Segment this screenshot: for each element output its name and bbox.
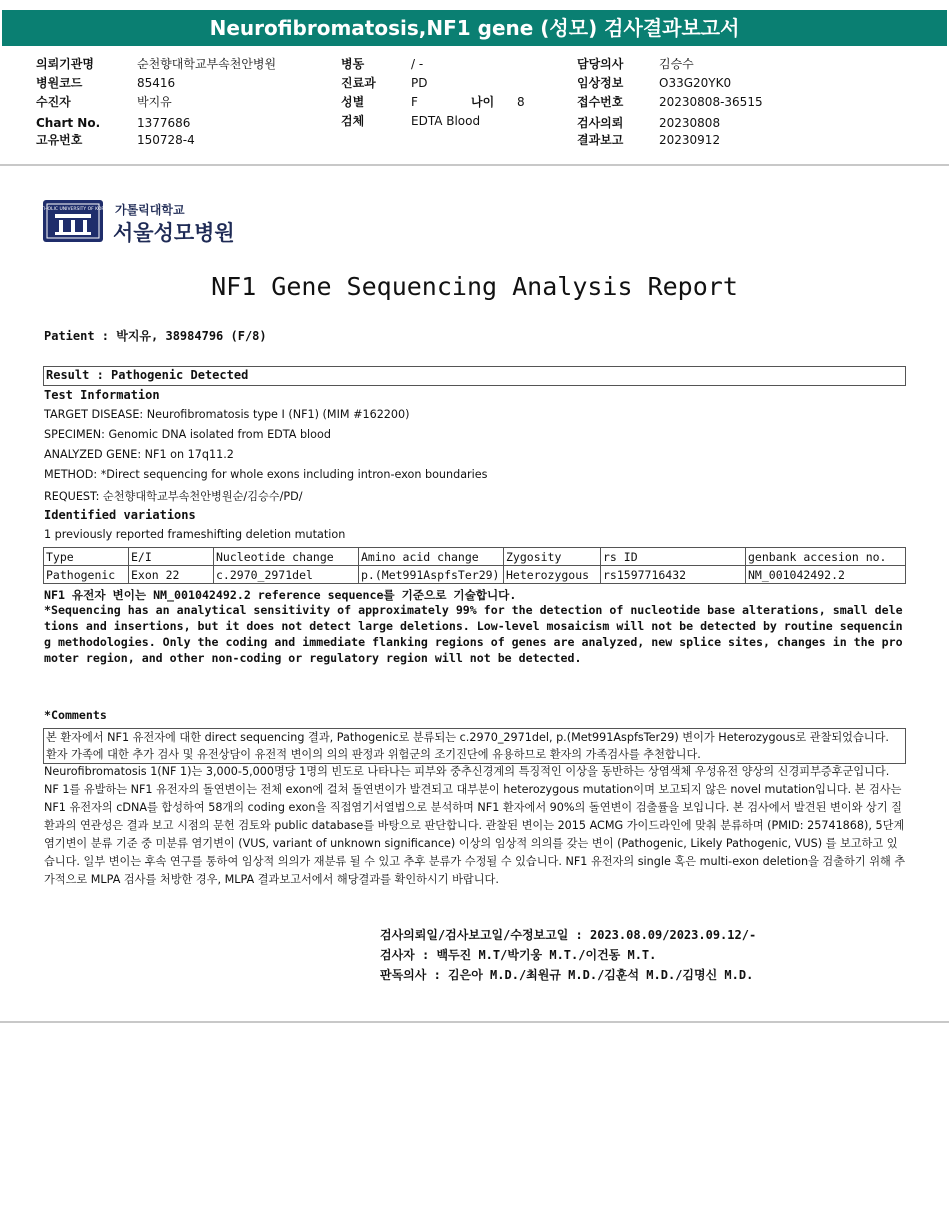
report-header-bar — [2, 10, 947, 46]
identified-heading: Identified variations — [44, 508, 196, 522]
meta-label: 담당의사 — [577, 57, 624, 71]
meta-label: 나이 — [471, 95, 495, 109]
table-header-cell: Type — [44, 548, 129, 566]
table-cell: Pathogenic — [44, 566, 129, 584]
table-header-cell: rs ID — [601, 548, 746, 566]
testers: 검사자 : 백두진 M.T/박기웅 M.T./이건동 M.T. — [380, 948, 657, 962]
table-cell: Heterozygous — [504, 566, 601, 584]
table-header-cell: E/I — [129, 548, 214, 566]
comment-body: Neurofibromatosis 1(NF 1)는 3,000-5,000명당 1명의 빈도로 나타나는 피부와 중추신경계의 특징적인 이상을 동반하는 상염색체 우성유전 양상의 신경피부증후군입니다. NF 1를 유발하는 NF1 유전자의 돌연변이는 전체 exon에 걸쳐 돌연변이가 발견되고 대부분이 heterozygous mutation이며 보고되지 않은 novel mutation입니다. 본 검사는 NF1 유전자의 cDNA를 합성하여 58개의 coding exon을 직접염기서열법으로 분석하며 NF1 환자에서 90%의 돌연변이 검출률을 보입니다. 본 검사에서 발견된 변이와 상기 질환과의 연관성은 결과 보고 시점의 문헌 검토와 public database를 바탕으로 판단합니다. 관찰된 변이는 2015 ACMG 가이드라인에 맞춰 분류하며 (PMID: 25741868), 5단계 염기변이 분류 기준 중 미분류 염기변이 (VUS, variant of unknown significance) 이상의 임상적 의의를 갖는 변이 (Pathogenic, Likely Pathogenic, VUS) 를 보고하고 있습니다. 일부 변이는 후속 연구를 통하여 임상적 의의가 재분류 될 수 있고 추후 분류가 수정될 수 있습니다. NF1 유전자의 single 혹은 multi-exon deletion을 검출하기 위해 추가적으로 MLPA 검사를 처방한 경우, MLPA 결과보고서에서 해당결과를 확인하시기 바랍니다. — [44, 765, 906, 886]
meta-label: 수진자 — [36, 95, 71, 109]
target-disease: TARGET DISEASE: Neurofibromatosis type I (NF1) (MIM #162200) — [44, 408, 410, 421]
table-header-cell: genbank accesion no. — [746, 548, 906, 566]
meta-value: F — [411, 95, 418, 109]
table-header-cell: Amino acid change — [359, 548, 504, 566]
report-dates: 검사의뢰일/검사보고일/수정보고일 : 2023.08.09/2023.09.12/- — [380, 928, 757, 942]
meta-label: 접수번호 — [577, 95, 624, 109]
patient-line: Patient : 박지유, 38984796 (F/8) — [44, 329, 267, 343]
meta-value: / - — [411, 57, 424, 71]
logo-hospital: 서울성모병원 — [113, 221, 235, 245]
report-title: NF1 Gene Sequencing Analysis Report — [211, 272, 738, 301]
meta-label: 병동 — [341, 57, 365, 71]
result-box — [43, 366, 906, 386]
table-cell: p.(Met991AspfsTer29) — [359, 566, 504, 584]
meta-label: 검체 — [341, 114, 365, 128]
meta-label: Chart No. — [36, 116, 101, 130]
meta-value: 20230808-36515 — [659, 95, 763, 109]
comments-heading: *Comments — [44, 708, 107, 722]
test-info-heading: Test Information — [44, 388, 160, 402]
report-header-title: Neurofibromatosis,NF1 gene (성모) 검사결과보고서 — [209, 16, 740, 40]
meta-label: 진료과 — [341, 76, 376, 90]
meta-label: 성별 — [341, 95, 365, 109]
divider — [0, 164, 949, 166]
meta-label: 고유번호 — [36, 133, 83, 147]
logo-university: 가톨릭대학교 — [115, 203, 185, 217]
meta-value: 20230808 — [659, 116, 721, 130]
identified-desc: 1 previously reported frameshifting deletion mutation — [44, 528, 346, 541]
meta-value: 8 — [517, 95, 525, 109]
table-cell: NM_001042492.2 — [746, 566, 906, 584]
meta-label: 결과보고 — [577, 133, 624, 147]
table-header-cell: Nucleotide change — [214, 548, 359, 566]
reference-note: NF1 유전자 변이는 NM_001042492.2 reference sequence를 기준으로 기술합니다. — [44, 588, 517, 602]
table-row — [44, 566, 906, 584]
meta-value: 20230912 — [659, 133, 721, 147]
meta-value: 순천향대학교부속천안병원 — [137, 57, 277, 71]
meta-value: 김승수 — [659, 57, 694, 71]
svg-text:CATHOLIC UNIVERSITY OF KOREA: CATHOLIC UNIVERSITY OF KOREA — [35, 207, 111, 212]
meta-label: 임상정보 — [577, 76, 624, 90]
table-header-row — [44, 548, 906, 566]
meta-label: 의뢰기관명 — [36, 57, 94, 71]
catholic-emblem-icon — [35, 200, 111, 242]
table-cell: c.2970_2971del — [214, 566, 359, 584]
meta-value: 85416 — [137, 76, 176, 90]
table-cell: Exon 22 — [129, 566, 214, 584]
meta-value: EDTA Blood — [411, 114, 481, 128]
specimen: SPECIMEN: Genomic DNA isolated from EDTA blood — [44, 428, 331, 441]
meta-value: 1377686 — [137, 116, 191, 130]
meta-value: 박지유 — [137, 95, 172, 109]
result-text: Result : Pathogenic Detected — [46, 368, 249, 382]
request: REQUEST: 순천향대학교부속천안병원순/김승수/PD/ — [44, 490, 303, 503]
comment-box: 본 환자에서 NF1 유전자에 대한 direct sequencing 결과, Pathogenic로 분류되는 c.2970_2971del, p.(Met991AspfsTer29) 변이가 Heterozygous로 관찰되었습니다. 환자 가족에 대한 추가 검사 및 유전상담이 유전적 변이의 의의 판정과 위험군의 조기진단에 유용하므로 환자의 가족검사를 추천합니다. — [43, 728, 906, 764]
divider — [0, 1021, 949, 1023]
meta-value: PD — [411, 76, 428, 90]
variant-table — [43, 547, 906, 584]
sensitivity-note: *Sequencing has an analytical sensitivity of approximately 99% for the detection of nucleotide base alterations, small deletions and insertions, but it does not detect large deletions. Low-level mosaicism will not be detected by routine sequencing methodologies. Only the coding and immediate flanking regions of genes are analyzed, new splice sites, changes in the promoter region, and other non-coding or regulatory region will not be detected. — [44, 603, 903, 665]
readers: 판독의사 : 김은아 M.D./최원규 M.D./김훈석 M.D./김명신 M.D. — [380, 968, 754, 982]
table-header-cell: Zygosity — [504, 548, 601, 566]
meta-value: O33G20YK0 — [659, 76, 732, 90]
meta-label: 검사의뢰 — [577, 116, 624, 130]
patient-meta-section — [0, 55, 949, 155]
analyzed-gene: ANALYZED GENE: NF1 on 17q11.2 — [44, 448, 234, 461]
table-cell: rs1597716432 — [601, 566, 746, 584]
meta-label: 병원코드 — [36, 76, 83, 90]
meta-value: 150728-4 — [137, 133, 195, 147]
method: METHOD: *Direct sequencing for whole exons including intron-exon boundaries — [44, 468, 488, 481]
